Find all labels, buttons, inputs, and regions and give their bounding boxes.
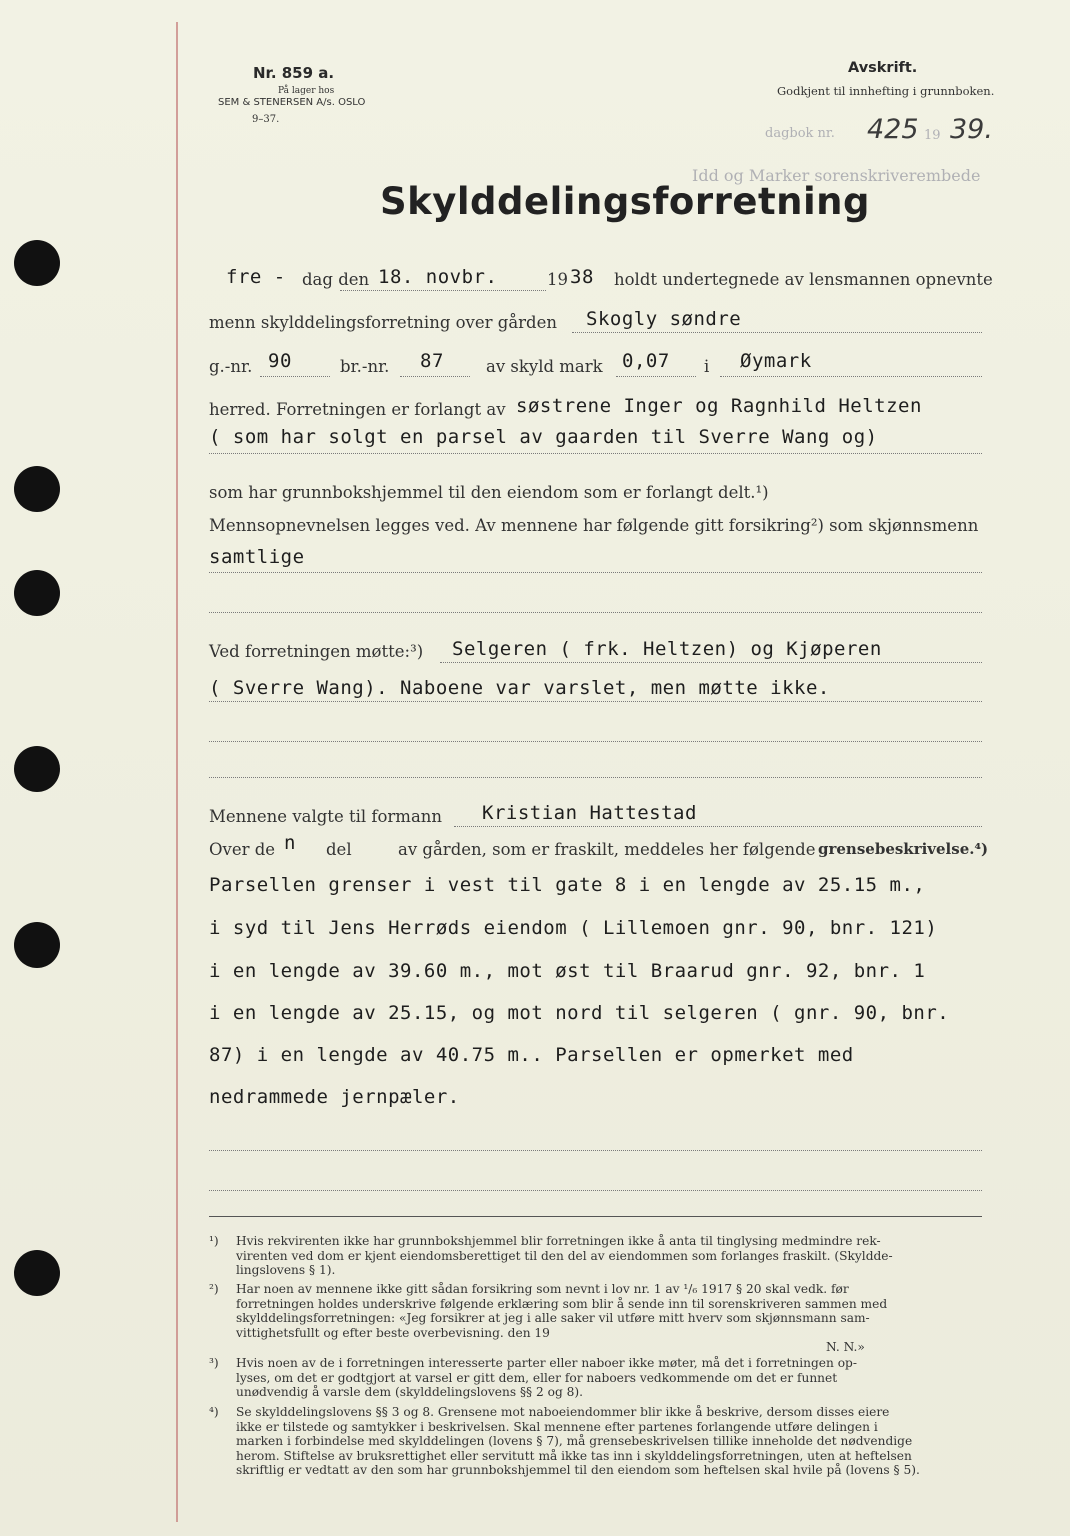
fill-line [209, 1190, 982, 1191]
fill-line [260, 376, 330, 377]
punch-hole [14, 240, 60, 286]
fill-line [209, 741, 982, 742]
year-prefix: 19 [924, 128, 941, 143]
footnote-line: skriftlig er vedtatt av den som har grunnbokshjemmel til den eiendom som heftelsen skal hvile på (lovens § 5). [236, 1463, 920, 1478]
desc-line: Parsellen grenser i vest til gate 8 i en lengde av 25.15 m., [209, 874, 926, 896]
desc-line: i en lengde av 25.15, og mot nord til selgeren ( gnr. 90, bnr. [209, 1002, 950, 1024]
year-value: 38 [570, 266, 594, 288]
fill-line [720, 376, 982, 377]
mark-value: 0,07 [622, 350, 670, 372]
gnr-label: g.-nr. [209, 357, 253, 376]
footnote-line: Har noen av mennene ikke gitt sådan forsikring som nevnt i lov nr. 1 av ¹/₆ 1917 § 20 skal vedk. før [236, 1282, 849, 1296]
footnote-line: Hvis noen av de i forretningen interesserte parter eller naboer ikke møter, må det i forretningen op- [236, 1356, 857, 1370]
formann-label: Mennene valgte til formann [209, 807, 443, 826]
fill-line [209, 777, 982, 778]
day-value: fre - [226, 266, 286, 288]
document-title: Skylddelingsforretning [380, 180, 870, 223]
i-label: i [704, 357, 710, 376]
footnote-line: unødvendig å varsle dem (skylddelingslovens §§ 2 og 8). [236, 1385, 584, 1400]
punch-hole [14, 922, 60, 968]
desc-line: 87) i en lengde av 40.75 m.. Parsellen er opmerket med [209, 1044, 854, 1066]
del-letter: n [284, 832, 296, 854]
publisher-line3: 9–37. [252, 114, 280, 125]
dag-den-label: dag den [302, 270, 370, 289]
footnote-signature: N. N.» [826, 1340, 865, 1355]
desc-line: i syd til Jens Herrøds eiendom ( Lillemoen gnr. 90, bnr. 121) [209, 917, 938, 939]
skjonnsmenn-value: samtlige [209, 546, 305, 568]
footnote-marker: ¹) [209, 1234, 219, 1248]
herred-value: Øymark [740, 350, 812, 372]
punch-hole [14, 466, 60, 512]
bnr-value: 87 [420, 350, 444, 372]
fill-line [209, 453, 982, 454]
over-de-label: Over de [209, 840, 276, 859]
fill-line [340, 290, 546, 291]
skyld-label: av skyld mark [486, 357, 603, 376]
form-number: Nr. 859 a. [253, 64, 335, 82]
footnote-line: marken i forbindelse med skylddelingen (lovens § 7), må grensebeskrivelsen tillike inneholde det nødvendige [236, 1434, 913, 1449]
farm-name: Skogly søndre [586, 308, 742, 330]
date-value: 18. novbr. [378, 266, 498, 288]
footnote-marker: ³) [209, 1356, 219, 1370]
fill-line [209, 701, 982, 702]
stamp-sorenskriver: Idd og Marker sorenskriverembede [692, 166, 981, 185]
footnote-line: herom. Stiftelse av bruksrettighet eller servitutt må ikke tas inn i skylddelingsforretningen, uten at heftelsen [236, 1448, 912, 1463]
footnote-2 [236, 1282, 887, 1355]
line6-text: som har grunnbokshjemmel til den eiendom som er forlangt delt.¹) [209, 483, 769, 502]
footnote-line: skylddelingsforretningen: «Jeg forsikrer at jeg i alle saker vil utføre mitt hverv som skjønnsmann sam- [236, 1311, 870, 1326]
footnote-line: lingslovens § 1). [236, 1263, 336, 1278]
attendees-line2: ( Sverre Wang). Naboene var varslet, men møtte ikke. [209, 677, 830, 699]
margin-line [176, 22, 178, 1522]
line4-text: herred. Forretningen er forlangt av [209, 400, 506, 419]
fill-line [440, 662, 982, 663]
line2-text: menn skylddelingsforretning over gården [209, 313, 558, 332]
stamp-dagbok: dagbok nr. [765, 126, 835, 141]
punch-hole [14, 746, 60, 792]
footnote-line: vittighetsfullt og efter beste overbevisning. den 19 [236, 1325, 550, 1340]
dagbok-number: 425 [867, 114, 919, 145]
godkjent-text: Godkjent til innhefting i grunnboken. [777, 84, 995, 98]
fill-line [572, 332, 982, 333]
footnote-marker: ⁴) [209, 1405, 219, 1419]
fill-line [400, 376, 470, 377]
footnote-line: lyses, om det er godtgjort at varsel er gitt dem, eller for naboers vedkommende om det er funnet [236, 1370, 838, 1385]
fill-line [454, 826, 982, 827]
footnote-1 [236, 1234, 893, 1278]
fill-line [209, 612, 982, 613]
line7-text: Mennsopnevnelsen legges ved. Av mennene har følgende gitt forsikring²) som skjønnsmenn [209, 516, 979, 535]
year-prefix-label: 19 [547, 270, 568, 289]
footnote-rule [209, 1216, 982, 1217]
dagbok-year: 39. [950, 114, 993, 145]
attendees-line1: Selgeren ( frk. Heltzen) og Kjøperen [452, 638, 882, 660]
desc-line: nedrammede jernpæler. [209, 1086, 460, 1108]
punch-hole [14, 570, 60, 616]
footnote-line: forretningen holdes underskrive følgende erklæring som blir å sende inn til sorenskriveren sammen med [236, 1296, 888, 1311]
avskrift-label: Avskrift. [848, 60, 918, 76]
desc-line: i en lengde av 39.60 m., mot øst til Braarud gnr. 92, bnr. 1 [209, 960, 926, 982]
line12-text: av gården, som er fraskilt, meddeles her følgende [398, 840, 816, 859]
footnote-line: ikke er tilstede og samtykker i beskrivelsen. Skal mennene efter partenes forlangende utføre delingen i [236, 1419, 878, 1434]
fill-line [209, 572, 982, 573]
requester-note: ( som har solgt en parsel av gaarden til Sverre Wang og) [209, 426, 878, 448]
footnote-line: Hvis rekvirenten ikke har grunnbokshjemmel blir forretningen ikke å anta til tinglysing medmindre rek- [236, 1234, 881, 1248]
line1-text: holdt undertegnede av lensmannen opnevnte [614, 270, 993, 289]
footnote-line: Se skylddelingslovens §§ 3 og 8. Grensene mot naboeiendommer blir ikke å beskrive, dersom disses eiere [236, 1405, 890, 1419]
grensebeskrivelse-label: grensebeskrivelse.⁴) [818, 840, 989, 858]
fill-line [616, 376, 696, 377]
fill-line [209, 1150, 982, 1151]
footnote-4 [236, 1405, 920, 1478]
del-label: del [326, 840, 352, 859]
bnr-label: br.-nr. [340, 357, 390, 376]
formann-name: Kristian Hattestad [482, 802, 697, 824]
line9-text: Ved forretningen møtte:³) [209, 642, 424, 661]
publisher-line2: SEM & STENERSEN A/s. OSLO [218, 97, 366, 108]
footnote-3 [236, 1356, 857, 1400]
footnote-line: virenten ved dom er kjent eiendomsberettiget til den del av eiendommen som forlanges fraskilt. (Skyldde- [236, 1248, 893, 1263]
punch-hole [14, 1250, 60, 1296]
publisher-line1: På lager hos [278, 86, 335, 96]
footnote-marker: ²) [209, 1282, 219, 1296]
requester-names: søstrene Inger og Ragnhild Heltzen [516, 395, 922, 417]
gnr-value: 90 [268, 350, 292, 372]
